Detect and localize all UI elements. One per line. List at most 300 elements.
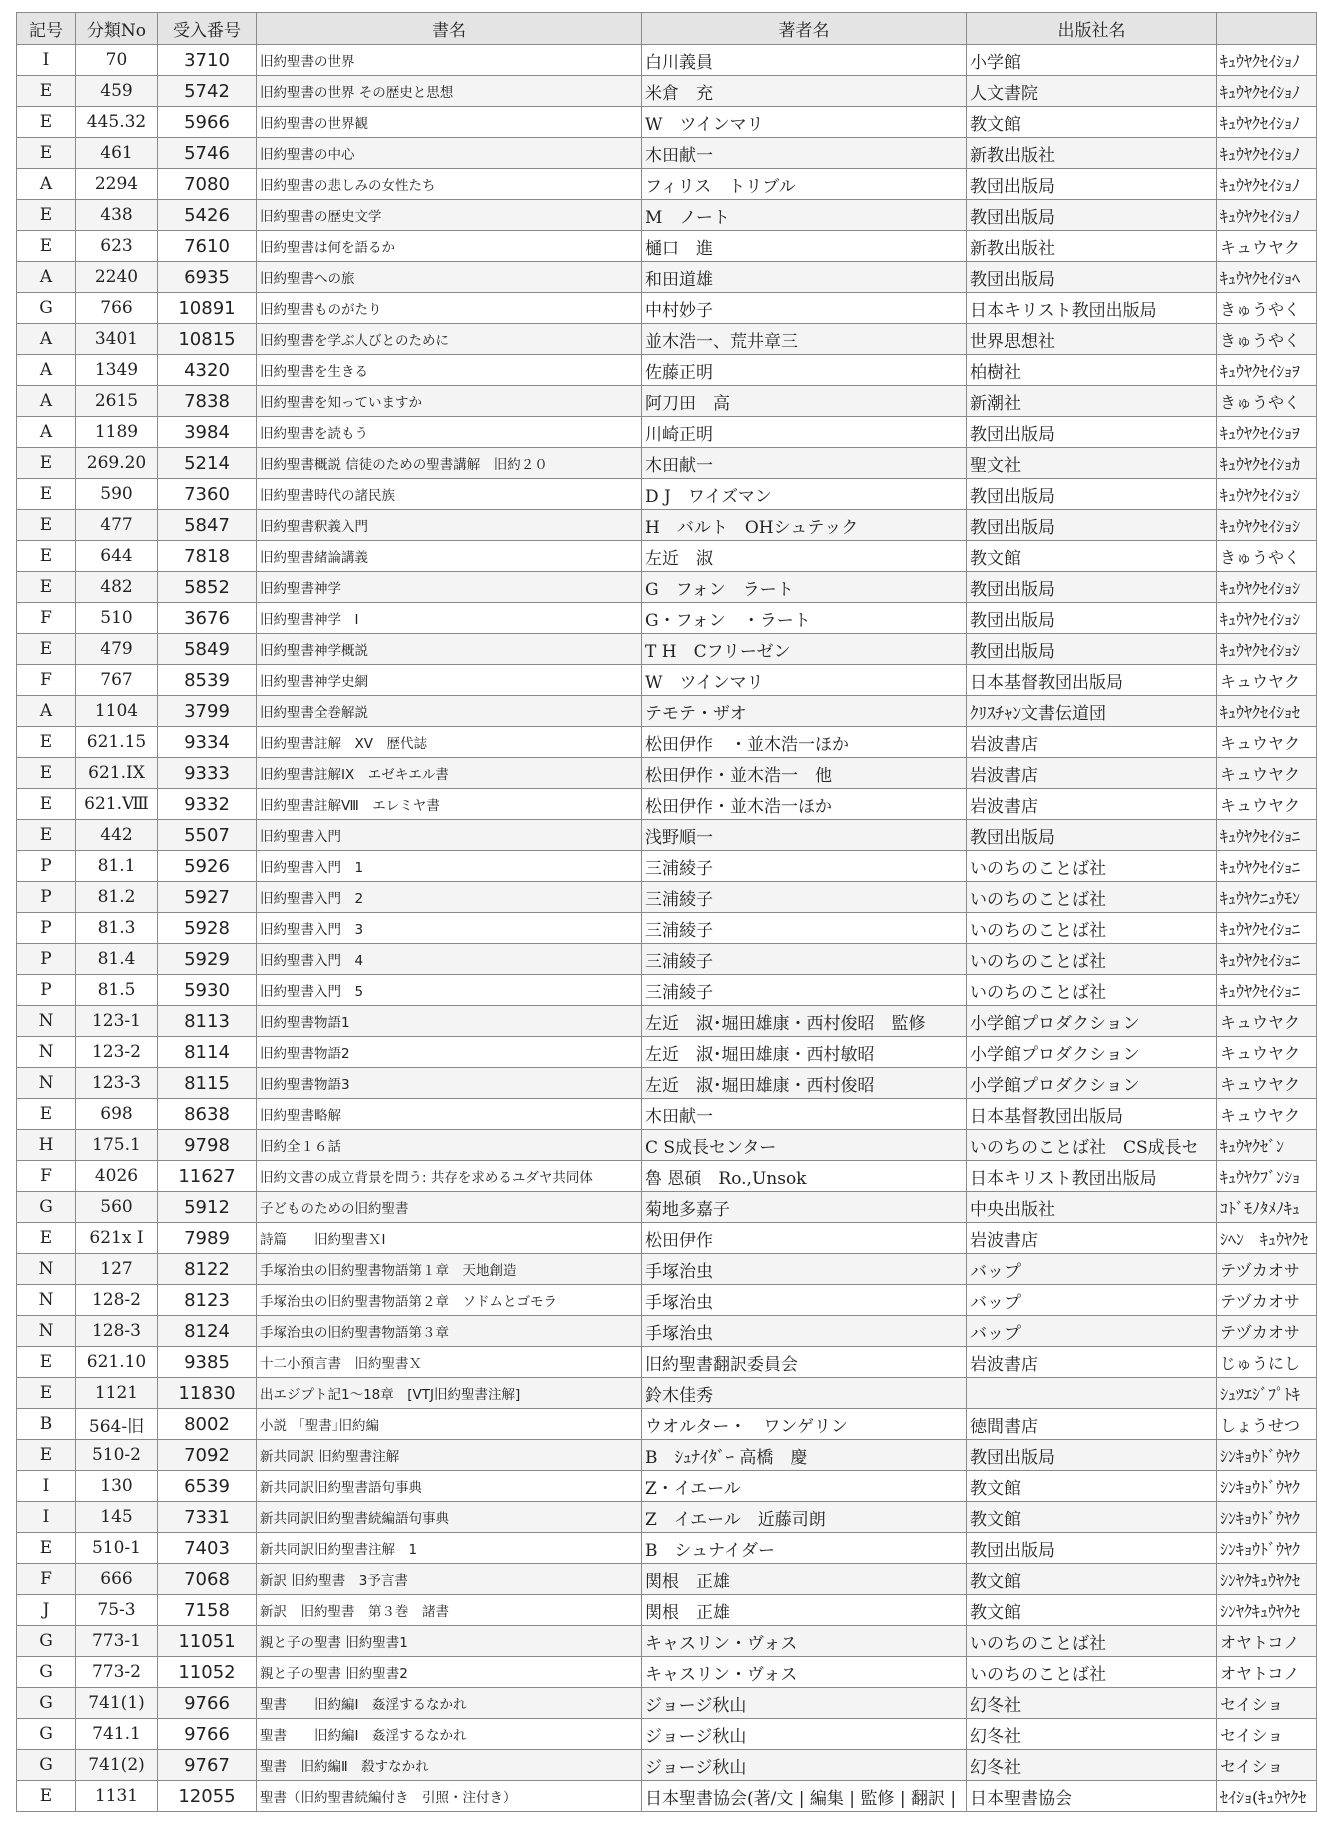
header-accession-no: 受入番号 (158, 13, 257, 45)
symbol-cell: E (17, 76, 76, 107)
publisher-cell: 教団出版局 (967, 603, 1217, 634)
table-row (17, 107, 1317, 138)
symbol-cell: P (17, 913, 76, 944)
table-row (17, 169, 1317, 200)
symbol-cell: E (17, 138, 76, 169)
reading-cell: キュウヤク (1217, 727, 1317, 758)
reading-cell: ｷｭｳﾔｸｾｲｼｮｼ (1217, 572, 1317, 603)
class-no-cell: 442 (76, 820, 158, 851)
publisher-cell: 教団出版局 (967, 820, 1217, 851)
table-row (17, 1471, 1317, 1502)
accession-no-cell: 5928 (158, 913, 257, 944)
class-no-cell: 145 (76, 1502, 158, 1533)
reading-cell: ｷｭｳﾔｸｾｲｼｮﾆ (1217, 851, 1317, 882)
table-row (17, 1595, 1317, 1626)
accession-no-cell: 10891 (158, 293, 257, 324)
title-cell: 旧約聖書の悲しみの女性たち (257, 169, 642, 200)
symbol-cell: E (17, 200, 76, 231)
title-cell: 旧約聖書物語1 (257, 1006, 642, 1037)
symbol-cell: E (17, 634, 76, 665)
accession-no-cell: 5746 (158, 138, 257, 169)
table-row (17, 293, 1317, 324)
table-row (17, 541, 1317, 572)
table-row (17, 944, 1317, 975)
class-no-cell: 621.IX (76, 758, 158, 789)
table-row (17, 727, 1317, 758)
symbol-cell: E (17, 1378, 76, 1409)
table-row (17, 76, 1317, 107)
reading-cell: ｷｭｳﾔｸﾆｭｳﾓﾝ (1217, 882, 1317, 913)
symbol-cell: E (17, 789, 76, 820)
accession-no-cell: 8115 (158, 1068, 257, 1099)
publisher-cell: 世界思想社 (967, 324, 1217, 355)
title-cell: 旧約聖書入門 4 (257, 944, 642, 975)
title-cell: 旧約聖書の世界観 (257, 107, 642, 138)
publisher-cell: バップ (967, 1316, 1217, 1347)
table-row (17, 1099, 1317, 1130)
symbol-cell: N (17, 1285, 76, 1316)
publisher-cell: 教文館 (967, 107, 1217, 138)
class-no-cell: 1104 (76, 696, 158, 727)
title-cell: 十二小預言書 旧約聖書Ｘ (257, 1347, 642, 1378)
author-cell: 松田伊作・並木浩一 他 (642, 758, 967, 789)
title-cell: 旧約聖書全巻解説 (257, 696, 642, 727)
header-title: 書名 (257, 13, 642, 45)
author-cell: 手塚治虫 (642, 1254, 967, 1285)
class-no-cell: 81.2 (76, 882, 158, 913)
table-row (17, 510, 1317, 541)
author-cell: 阿刀田 高 (642, 386, 967, 417)
author-cell: 鈴木佳秀 (642, 1378, 967, 1409)
publisher-cell: 教団出版局 (967, 1440, 1217, 1471)
title-cell: 旧約聖書入門 5 (257, 975, 642, 1006)
author-cell: 三浦綾子 (642, 882, 967, 913)
symbol-cell: A (17, 417, 76, 448)
class-no-cell: 479 (76, 634, 158, 665)
author-cell: Z・イエール (642, 1471, 967, 1502)
title-cell: 旧約聖書への旅 (257, 262, 642, 293)
table-row (17, 1068, 1317, 1099)
publisher-cell: バップ (967, 1285, 1217, 1316)
class-no-cell: 482 (76, 572, 158, 603)
accession-no-cell: 7092 (158, 1440, 257, 1471)
title-cell: 旧約聖書神学史網 (257, 665, 642, 696)
reading-cell: ｷｭｳﾔｸｾｲｼｮﾆ (1217, 913, 1317, 944)
class-no-cell: 560 (76, 1192, 158, 1223)
author-cell: ジョージ秋山 (642, 1719, 967, 1750)
publisher-cell: 中央出版社 (967, 1192, 1217, 1223)
accession-no-cell: 7610 (158, 231, 257, 262)
reading-cell: テヅカオサ (1217, 1254, 1317, 1285)
author-cell: 左近 淑･堀田雄康・西村敏昭 (642, 1037, 967, 1068)
title-cell: 新訳 旧約聖書 第３巻 諸書 (257, 1595, 642, 1626)
reading-cell: ｷｭｳﾔｸｾｲｼｮｾ (1217, 696, 1317, 727)
publisher-cell (967, 1378, 1217, 1409)
accession-no-cell: 9766 (158, 1719, 257, 1750)
accession-no-cell: 10815 (158, 324, 257, 355)
table-row (17, 417, 1317, 448)
title-cell: 聖書 旧約編Ⅰ 姦淫するなかれ (257, 1719, 642, 1750)
class-no-cell: 510 (76, 603, 158, 634)
publisher-cell: 岩波書店 (967, 1347, 1217, 1378)
class-no-cell: 461 (76, 138, 158, 169)
table-row (17, 1316, 1317, 1347)
author-cell: フィリス トリブル (642, 169, 967, 200)
table-row (17, 1285, 1317, 1316)
symbol-cell: N (17, 1316, 76, 1347)
title-cell: 旧約聖書略解 (257, 1099, 642, 1130)
reading-cell: テヅカオサ (1217, 1316, 1317, 1347)
class-no-cell: 741(1) (76, 1688, 158, 1719)
table-row (17, 1378, 1317, 1409)
author-cell: 樋口 進 (642, 231, 967, 262)
spreadsheet (16, 12, 1309, 1812)
class-no-cell: 2240 (76, 262, 158, 293)
title-cell: 詩篇 旧約聖書ＸⅠ (257, 1223, 642, 1254)
class-no-cell: 81.1 (76, 851, 158, 882)
accession-no-cell: 9385 (158, 1347, 257, 1378)
accession-no-cell: 7158 (158, 1595, 257, 1626)
author-cell: 浅野順一 (642, 820, 967, 851)
publisher-cell: 聖文社 (967, 448, 1217, 479)
accession-no-cell: 7331 (158, 1502, 257, 1533)
symbol-cell: E (17, 1781, 76, 1812)
publisher-cell: 教団出版局 (967, 262, 1217, 293)
class-no-cell: 4026 (76, 1161, 158, 1192)
symbol-cell: G (17, 1626, 76, 1657)
title-cell: 聖書（旧約聖書続編付き 引照・注付き） (257, 1781, 642, 1812)
reading-cell: ｷｭｳﾔｸｾｲｼｮｼ (1217, 479, 1317, 510)
title-cell: 旧約聖書の中心 (257, 138, 642, 169)
author-cell: B ｼｭﾅｲﾀﾞｰ 高橋 慶 (642, 1440, 967, 1471)
publisher-cell: 岩波書店 (967, 1223, 1217, 1254)
table-row (17, 1440, 1317, 1471)
title-cell: 旧約聖書註解Ⅷ エレミヤ書 (257, 789, 642, 820)
class-no-cell: 128-2 (76, 1285, 158, 1316)
table-row (17, 200, 1317, 231)
author-cell: 木田献一 (642, 138, 967, 169)
table-row (17, 1254, 1317, 1285)
table-row (17, 138, 1317, 169)
reading-cell: キュウヤク (1217, 1037, 1317, 1068)
author-cell: 米倉 充 (642, 76, 967, 107)
accession-no-cell: 3984 (158, 417, 257, 448)
reading-cell: しょうせつ (1217, 1409, 1317, 1440)
accession-no-cell: 5847 (158, 510, 257, 541)
table-row (17, 882, 1317, 913)
reading-cell: きゅうやく (1217, 293, 1317, 324)
table-row (17, 1130, 1317, 1161)
symbol-cell: G (17, 1719, 76, 1750)
reading-cell: ｷｭｳﾔｸｾｲｼｮｼ (1217, 510, 1317, 541)
publisher-cell: いのちのことば社 (967, 1657, 1217, 1688)
reading-cell: ｼﾝｷｮｳﾄﾞｳﾔｸ (1217, 1471, 1317, 1502)
accession-no-cell: 4320 (158, 355, 257, 386)
accession-no-cell: 11051 (158, 1626, 257, 1657)
title-cell: 旧約文書の成立背景を問う: 共存を求めるユダヤ共同体 (257, 1161, 642, 1192)
table-row (17, 1223, 1317, 1254)
publisher-cell: 教団出版局 (967, 634, 1217, 665)
accession-no-cell: 5507 (158, 820, 257, 851)
title-cell: 旧約聖書入門 3 (257, 913, 642, 944)
symbol-cell: E (17, 541, 76, 572)
accession-no-cell: 5966 (158, 107, 257, 138)
accession-no-cell: 3710 (158, 45, 257, 76)
class-no-cell: 81.4 (76, 944, 158, 975)
author-cell: 左近 淑･堀田雄康・西村俊昭 監修 (642, 1006, 967, 1037)
table-row (17, 634, 1317, 665)
symbol-cell: J (17, 1595, 76, 1626)
accession-no-cell: 11052 (158, 1657, 257, 1688)
title-cell: 親と子の聖書 旧約聖書2 (257, 1657, 642, 1688)
title-cell: 小説 「聖書｣旧約編 (257, 1409, 642, 1440)
title-cell: 親と子の聖書 旧約聖書1 (257, 1626, 642, 1657)
publisher-cell: いのちのことば社 (967, 851, 1217, 882)
author-cell: H バルト OHシュテック (642, 510, 967, 541)
class-no-cell: 621x I (76, 1223, 158, 1254)
reading-cell: きゅうやく (1217, 386, 1317, 417)
reading-cell: ｷｭｳﾔｸｾｲｼｮﾆ (1217, 975, 1317, 1006)
title-cell: 旧約聖書物語2 (257, 1037, 642, 1068)
reading-cell: ｷｭｳﾔｸﾌﾞﾝｼｮ (1217, 1161, 1317, 1192)
class-no-cell: 81.3 (76, 913, 158, 944)
author-cell: 木田献一 (642, 1099, 967, 1130)
title-cell: 新共同訳旧約聖書続編語句事典 (257, 1502, 642, 1533)
table-row (17, 355, 1317, 386)
class-no-cell: 70 (76, 45, 158, 76)
author-cell: キャスリン・ヴォス (642, 1657, 967, 1688)
reading-cell: ｷｭｳﾔｸｾｲｼｮﾆ (1217, 944, 1317, 975)
publisher-cell: 教団出版局 (967, 200, 1217, 231)
accession-no-cell: 9332 (158, 789, 257, 820)
accession-no-cell: 5912 (158, 1192, 257, 1223)
table-row (17, 1502, 1317, 1533)
author-cell: B シュナイダー (642, 1533, 967, 1564)
class-no-cell: 666 (76, 1564, 158, 1595)
symbol-cell: G (17, 1657, 76, 1688)
accession-no-cell: 5852 (158, 572, 257, 603)
reading-cell: ｷｭｳﾔｸｾｲｼｮﾉ (1217, 138, 1317, 169)
author-cell: テモテ・ザオ (642, 696, 967, 727)
class-no-cell: 741.1 (76, 1719, 158, 1750)
reading-cell: ｷｭｳﾔｸｾｲｼｮﾉ (1217, 76, 1317, 107)
symbol-cell: A (17, 355, 76, 386)
table-row (17, 1688, 1317, 1719)
class-no-cell: 1349 (76, 355, 158, 386)
author-cell: 和田道雄 (642, 262, 967, 293)
title-cell: 旧約聖書を生きる (257, 355, 642, 386)
header-author: 著者名 (642, 13, 967, 45)
author-cell: M ノート (642, 200, 967, 231)
publisher-cell: 日本基督教団出版局 (967, 665, 1217, 696)
publisher-cell: 幻冬社 (967, 1719, 1217, 1750)
publisher-cell: 日本基督教団出版局 (967, 1099, 1217, 1130)
table-row (17, 1657, 1317, 1688)
accession-no-cell: 7818 (158, 541, 257, 572)
title-cell: 旧約聖書を読もう (257, 417, 642, 448)
accession-no-cell: 9798 (158, 1130, 257, 1161)
reading-cell: ｷｭｳﾔｸｾﾞﾝ (1217, 1130, 1317, 1161)
symbol-cell: F (17, 1161, 76, 1192)
table-row (17, 913, 1317, 944)
author-cell: 松田伊作 (642, 1223, 967, 1254)
symbol-cell: G (17, 293, 76, 324)
title-cell: 旧約聖書註解 XV 歴代誌 (257, 727, 642, 758)
table-row (17, 448, 1317, 479)
publisher-cell: いのちのことば社 (967, 975, 1217, 1006)
author-cell: 関根 正雄 (642, 1595, 967, 1626)
accession-no-cell: 9333 (158, 758, 257, 789)
reading-cell: ｷｭｳﾔｸｾｲｼｮﾆ (1217, 820, 1317, 851)
accession-no-cell: 7068 (158, 1564, 257, 1595)
author-cell: 手塚治虫 (642, 1285, 967, 1316)
publisher-cell: 教文館 (967, 1595, 1217, 1626)
publisher-cell: 教文館 (967, 1564, 1217, 1595)
table-row (17, 1626, 1317, 1657)
accession-no-cell: 7360 (158, 479, 257, 510)
author-cell: G・フォン ・ラート (642, 603, 967, 634)
publisher-cell: 教団出版局 (967, 417, 1217, 448)
publisher-cell: 新教出版社 (967, 138, 1217, 169)
symbol-cell: E (17, 1223, 76, 1254)
author-cell: 松田伊作 ・並木浩一ほか (642, 727, 967, 758)
class-no-cell: 175.1 (76, 1130, 158, 1161)
reading-cell: キュウヤク (1217, 1099, 1317, 1130)
symbol-cell: P (17, 944, 76, 975)
class-no-cell: 590 (76, 479, 158, 510)
reading-cell: セイショ (1217, 1750, 1317, 1781)
table-row (17, 1006, 1317, 1037)
title-cell: 聖書 旧約編Ⅱ 殺すなかれ (257, 1750, 642, 1781)
class-no-cell: 1131 (76, 1781, 158, 1812)
reading-cell: ｷｭｳﾔｸｾｲｼｮﾍ (1217, 262, 1317, 293)
author-cell: 松田伊作・並木浩一ほか (642, 789, 967, 820)
class-no-cell: 269.20 (76, 448, 158, 479)
author-cell: W ツインマリ (642, 665, 967, 696)
table-row (17, 603, 1317, 634)
symbol-cell: E (17, 479, 76, 510)
author-cell: 手塚治虫 (642, 1316, 967, 1347)
author-cell: 三浦綾子 (642, 851, 967, 882)
title-cell: 新共同訳旧約聖書語句事典 (257, 1471, 642, 1502)
publisher-cell: 小学館プロダクション (967, 1037, 1217, 1068)
table-row (17, 1161, 1317, 1192)
accession-no-cell: 3799 (158, 696, 257, 727)
symbol-cell: N (17, 1006, 76, 1037)
table-row (17, 45, 1317, 76)
title-cell: 旧約全１６話 (257, 1130, 642, 1161)
class-no-cell: 1121 (76, 1378, 158, 1409)
symbol-cell: N (17, 1068, 76, 1099)
title-cell: 旧約聖書神学 Ⅰ (257, 603, 642, 634)
class-no-cell: 128-3 (76, 1316, 158, 1347)
title-cell: 旧約聖書は何を語るか (257, 231, 642, 262)
accession-no-cell: 7989 (158, 1223, 257, 1254)
class-no-cell: 2294 (76, 169, 158, 200)
symbol-cell: E (17, 820, 76, 851)
class-no-cell: 3401 (76, 324, 158, 355)
reading-cell: ｷｭｳﾔｸｾｲｼｮｦ (1217, 355, 1317, 386)
symbol-cell: G (17, 1750, 76, 1781)
symbol-cell: E (17, 1440, 76, 1471)
title-cell: 出エジプト記1～18章 [VTJ旧約聖書注解] (257, 1378, 642, 1409)
class-no-cell: 766 (76, 293, 158, 324)
symbol-cell: H (17, 1130, 76, 1161)
symbol-cell: N (17, 1254, 76, 1285)
publisher-cell: 柏樹社 (967, 355, 1217, 386)
title-cell: 旧約聖書を知っていますか (257, 386, 642, 417)
symbol-cell: A (17, 386, 76, 417)
title-cell: 手塚治虫の旧約聖書物語第１章 天地創造 (257, 1254, 642, 1285)
author-cell: 川崎正明 (642, 417, 967, 448)
reading-cell: テヅカオサ (1217, 1285, 1317, 1316)
publisher-cell: 教文館 (967, 1502, 1217, 1533)
reading-cell: キュウヤク (1217, 789, 1317, 820)
accession-no-cell: 5930 (158, 975, 257, 1006)
publisher-cell: 小学館プロダクション (967, 1068, 1217, 1099)
table-row (17, 1719, 1317, 1750)
symbol-cell: A (17, 169, 76, 200)
reading-cell: ｼﾝｷｮｳﾄﾞｳﾔｸ (1217, 1502, 1317, 1533)
accession-no-cell: 5849 (158, 634, 257, 665)
class-no-cell: 123-2 (76, 1037, 158, 1068)
table-row (17, 1750, 1317, 1781)
class-no-cell: 127 (76, 1254, 158, 1285)
table-row (17, 665, 1317, 696)
class-no-cell: 698 (76, 1099, 158, 1130)
table-row (17, 1533, 1317, 1564)
reading-cell: きゅうやく (1217, 541, 1317, 572)
symbol-cell: G (17, 1192, 76, 1223)
table-row (17, 696, 1317, 727)
header-row (17, 13, 1317, 45)
class-no-cell: 773-1 (76, 1626, 158, 1657)
class-no-cell: 767 (76, 665, 158, 696)
title-cell: 手塚治虫の旧約聖書物語第３章 (257, 1316, 642, 1347)
accession-no-cell: 8114 (158, 1037, 257, 1068)
author-cell: 佐藤正明 (642, 355, 967, 386)
symbol-cell: I (17, 1502, 76, 1533)
accession-no-cell: 11627 (158, 1161, 257, 1192)
author-cell: 三浦綾子 (642, 975, 967, 1006)
author-cell: T H Cフリーゼン (642, 634, 967, 665)
accession-no-cell: 8638 (158, 1099, 257, 1130)
symbol-cell: E (17, 107, 76, 138)
class-no-cell: 621.Ⅷ (76, 789, 158, 820)
reading-cell: ｼﾍﾝ ｷｭｳﾔｸｾ (1217, 1223, 1317, 1254)
reading-cell: キュウヤク (1217, 1068, 1317, 1099)
title-cell: 旧約聖書入門 (257, 820, 642, 851)
book-catalog-table (16, 12, 1317, 1812)
author-cell: ジョージ秋山 (642, 1688, 967, 1719)
header-class-no: 分類No (76, 13, 158, 45)
reading-cell: キュウヤク (1217, 665, 1317, 696)
symbol-cell: E (17, 510, 76, 541)
title-cell: 旧約聖書註解IX エゼキエル書 (257, 758, 642, 789)
title-cell: 旧約聖書の世界 (257, 45, 642, 76)
table-row (17, 851, 1317, 882)
header-publisher: 出版社名 (967, 13, 1217, 45)
class-no-cell: 741(2) (76, 1750, 158, 1781)
accession-no-cell: 5214 (158, 448, 257, 479)
symbol-cell: F (17, 1564, 76, 1595)
publisher-cell: 新教出版社 (967, 231, 1217, 262)
title-cell: 旧約聖書入門 1 (257, 851, 642, 882)
title-cell: 旧約聖書の歴史文学 (257, 200, 642, 231)
accession-no-cell: 5929 (158, 944, 257, 975)
class-no-cell: 2615 (76, 386, 158, 417)
accession-no-cell: 9766 (158, 1688, 257, 1719)
